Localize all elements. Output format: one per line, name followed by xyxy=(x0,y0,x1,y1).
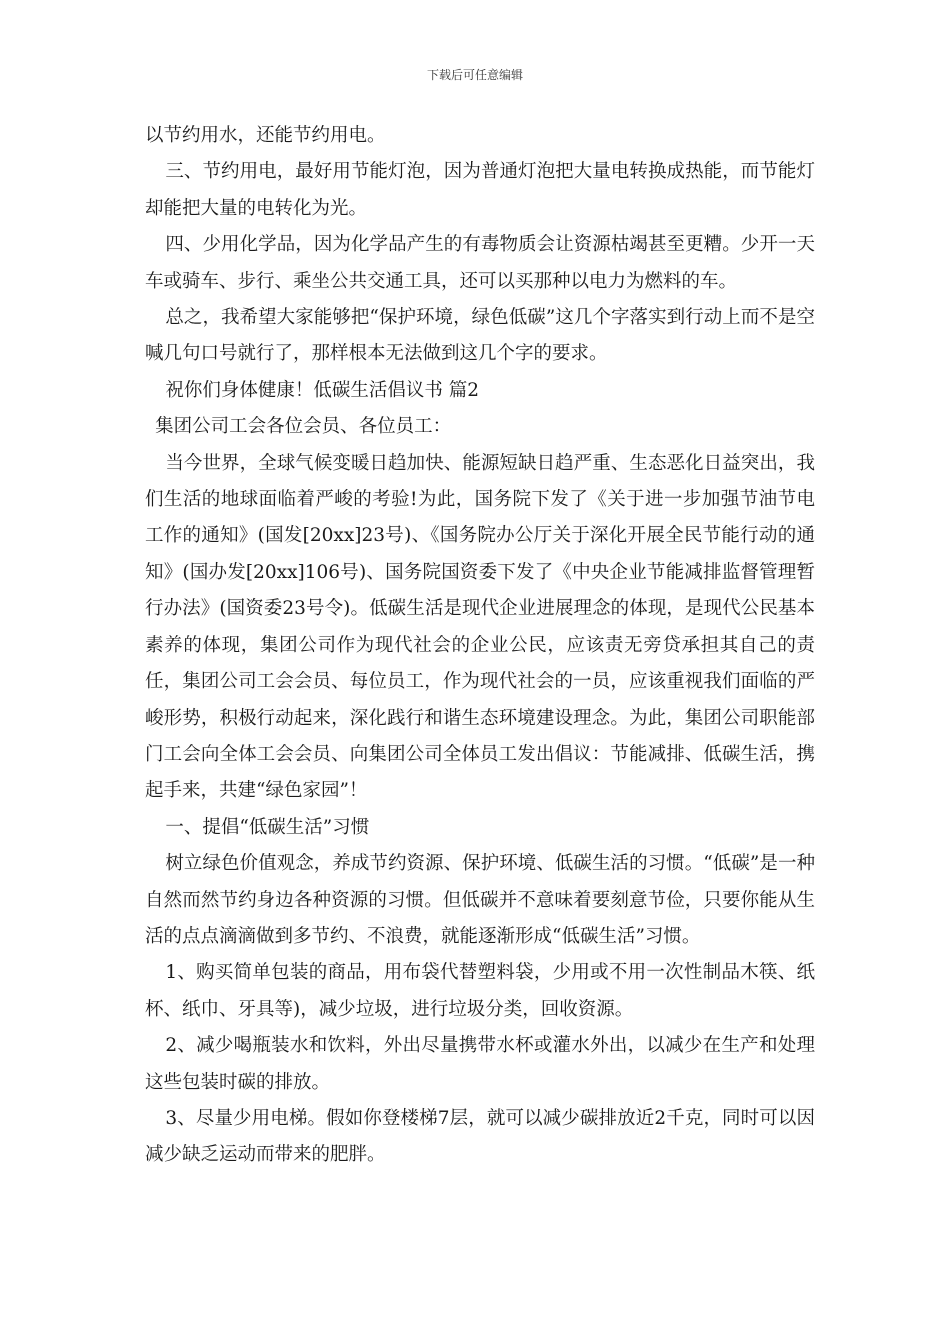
paragraph: 树立绿色价值观念，养成节约资源、保护环境、低碳生活的习惯。“低碳”是一种自然而然节约身边各种资源的习惯。但低碳并不意味着要刻意节俭，只要你能从生活的点点滴滴做到多节约、不浪费，就能逐渐形成“低碳生活”习惯。 xyxy=(145,853,815,947)
list-item: 2、减少喝瓶装水和饮料，外出尽量携带水杯或灌水外出，以减少在生产和处理这些包装时碳的排放。 xyxy=(145,1035,815,1093)
page-header: 下载后可任意编辑 xyxy=(426,68,523,82)
document-body xyxy=(145,118,815,1174)
paragraph: 当今世界，全球气候变暖日趋加快、能源短缺日趋严重、生态恶化日益突出，我们生活的地球面临着严峻的考验!为此，国务院下发了《关于进一步加强节油节电工作的通知》(国发[20xx]23号)、《国务院办公厅关于深化开展全民节能行动的通知》(国办发[20xx]106号)、国务院国资委下发了《中央企业节能减排监督管理暂行办法》(国资委23号令)。低碳生活是现代企业进展理念的体现，是现代公民基本素养的体现，集团公司作为现代社会的企业公民，应该责无旁贷承担其自己的责任，集团公司工会会员、每位员工，作为现代社会的一员，应该重视我们面临的严峻形势，积极行动起来，深化践行和谐生态环境建设理念。为此，集团公司职能部门工会向全体工会会员、向集团公司全体员工发出倡议：节能减排、低碳生活，携起手来，共建“绿色家园”！ xyxy=(145,452,815,802)
paragraph: 三、节约用电，最好用节能灯泡，因为普通灯泡把大量电转换成热能，而节能灯却能把大量的电转化为光。 xyxy=(145,161,815,219)
paragraph: 以节约用水，还能节约用电。 xyxy=(145,125,386,146)
list-item: 1、购买简单包装的商品，用布袋代替塑料袋，少用或不用一次性制品木筷、纸杯、纸巾、牙具等)，减少垃圾，进行垃圾分类，回收资源。 xyxy=(145,962,815,1020)
paragraph: 祝你们身体健康！低碳生活倡议书 篇2 xyxy=(165,379,479,401)
section-heading: 一、提倡“低碳生活”习惯 xyxy=(165,816,370,838)
paragraph: 总之，我希望大家能够把“保护环境，绿色低碳”这几个字落实到行动上而不是空喊几句口号就行了，那样根本无法做到这几个字的要求。 xyxy=(145,307,815,365)
paragraph: 四、少用化学品，因为化学品产生的有毒物质会让资源枯竭甚至更糟。少开一天车或骑车、步行、乘坐公共交通工具，还可以买那种以电力为燃料的车。 xyxy=(145,234,815,292)
salutation: 集团公司工会各位会员、各位员工： xyxy=(155,416,452,438)
list-item: 3、尽量少用电梯。假如你登楼梯7层，就可以减少碳排放近2千克，同时可以因减少缺乏运动而带来的肥胖。 xyxy=(145,1107,815,1166)
